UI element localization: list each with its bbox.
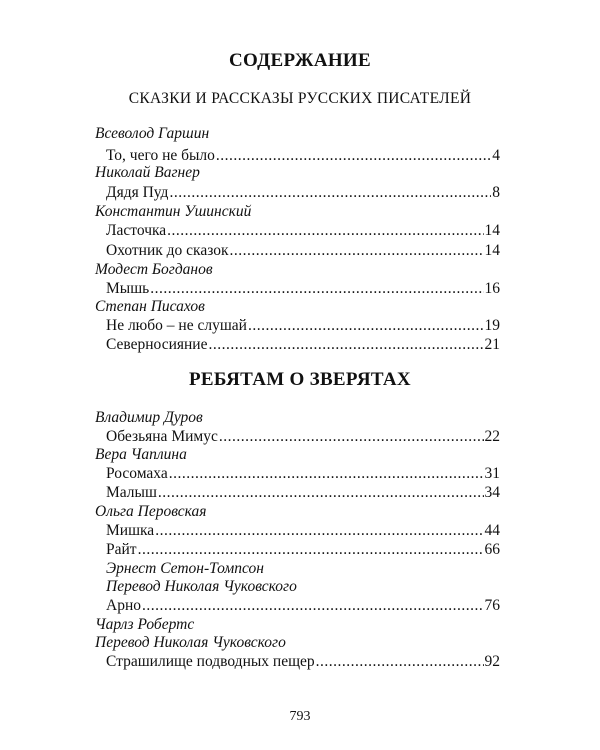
toc-entry-page: 31 — [484, 465, 500, 482]
toc-entry-title: Ласточка — [106, 222, 167, 239]
toc-entry[interactable] — [106, 184, 500, 202]
toc-entry[interactable] — [106, 428, 500, 446]
toc-author: Владимир Дуров — [95, 409, 203, 426]
toc-author: Всеволод Гаршин — [95, 125, 210, 142]
dot-leader — [158, 484, 484, 502]
toc-entry-page: 14 — [484, 242, 500, 259]
toc-entry-page: 19 — [484, 317, 500, 334]
dot-leader — [169, 184, 491, 202]
toc-entry-title: Мишка — [106, 522, 155, 539]
toc-entry-title: Арно — [106, 597, 141, 614]
toc-author: Чарлз Робертс — [95, 616, 195, 633]
toc-entry-title: Дядя Пуд — [106, 184, 169, 201]
toc-entry[interactable] — [106, 465, 500, 483]
toc-entry-page: 8 — [492, 184, 500, 201]
dot-leader — [219, 428, 484, 446]
toc-entry-page: 66 — [484, 541, 500, 558]
page-title: СОДЕРЖАНИЕ — [229, 50, 371, 71]
section-heading-1: СКАЗКИ И РАССКАЗЫ РУССКИХ ПИСАТЕЛЕЙ — [128, 90, 472, 107]
toc-author: Ольга Перовская — [95, 503, 207, 520]
toc-entry[interactable] — [106, 147, 500, 165]
toc-author: Модест Богданов — [95, 261, 213, 278]
toc-entry-page: 34 — [484, 484, 500, 501]
dot-leader — [248, 317, 484, 335]
toc-author: Николай Вагнер — [95, 164, 200, 181]
toc-entry-title: Страшилище подводных пещер — [106, 653, 315, 670]
toc-entry[interactable] — [106, 484, 500, 502]
page-number: 793 — [289, 709, 311, 724]
dot-leader — [208, 336, 483, 354]
toc-entry-page: 22 — [484, 428, 500, 445]
toc-entry-page: 92 — [484, 653, 500, 670]
toc-translator: Перевод Николая Чуковского — [106, 578, 297, 595]
toc-entry-title: То, чего не было — [106, 147, 215, 164]
toc-entry[interactable] — [106, 242, 500, 260]
dot-leader — [216, 147, 491, 165]
toc-entry-title: Обезьяна Мимус — [106, 428, 218, 445]
dot-leader — [169, 465, 484, 483]
toc-entry[interactable] — [106, 280, 500, 298]
toc-entry-title: Северносияние — [106, 336, 208, 353]
toc-entry-page: 21 — [484, 336, 500, 353]
toc-entry-title: Не любо – не слушай — [106, 317, 247, 334]
toc-entry-title: Малыш — [106, 484, 157, 501]
toc-entry-title: Охотник до сказок — [106, 242, 229, 259]
dot-leader — [167, 222, 483, 240]
toc-entry[interactable] — [106, 317, 500, 335]
dot-leader — [142, 597, 484, 615]
toc-author: Степан Писахов — [95, 298, 205, 315]
toc-entry-page: 44 — [484, 522, 500, 539]
section-heading-2: РЕБЯТАМ О ЗВЕРЯТАХ — [189, 369, 411, 390]
toc-entry[interactable] — [106, 597, 500, 615]
toc-entry-page: 14 — [484, 222, 500, 239]
toc-author: Эрнест Сетон-Томпсон — [106, 560, 264, 577]
dot-leader — [155, 522, 483, 540]
toc-entry-page: 4 — [492, 147, 500, 164]
toc-entry[interactable] — [106, 336, 500, 354]
toc-entry-page: 16 — [484, 280, 500, 297]
toc-entry[interactable] — [106, 541, 500, 559]
dot-leader — [230, 242, 484, 260]
toc-translator: Перевод Николая Чуковского — [95, 634, 286, 651]
dot-leader — [138, 541, 484, 559]
toc-entry[interactable] — [106, 522, 500, 540]
toc-author: Вера Чаплина — [95, 446, 187, 463]
toc-entry-title: Росомаха — [106, 465, 168, 482]
toc-entry[interactable] — [106, 653, 500, 671]
toc-entry-title: Мышь — [106, 280, 150, 297]
toc-entry[interactable] — [106, 222, 500, 240]
toc-entry-page: 76 — [484, 597, 500, 614]
toc-author: Константин Ушинский — [95, 203, 252, 220]
toc-entry-title: Райт — [106, 541, 137, 558]
dot-leader — [150, 280, 483, 298]
dot-leader — [316, 653, 484, 671]
